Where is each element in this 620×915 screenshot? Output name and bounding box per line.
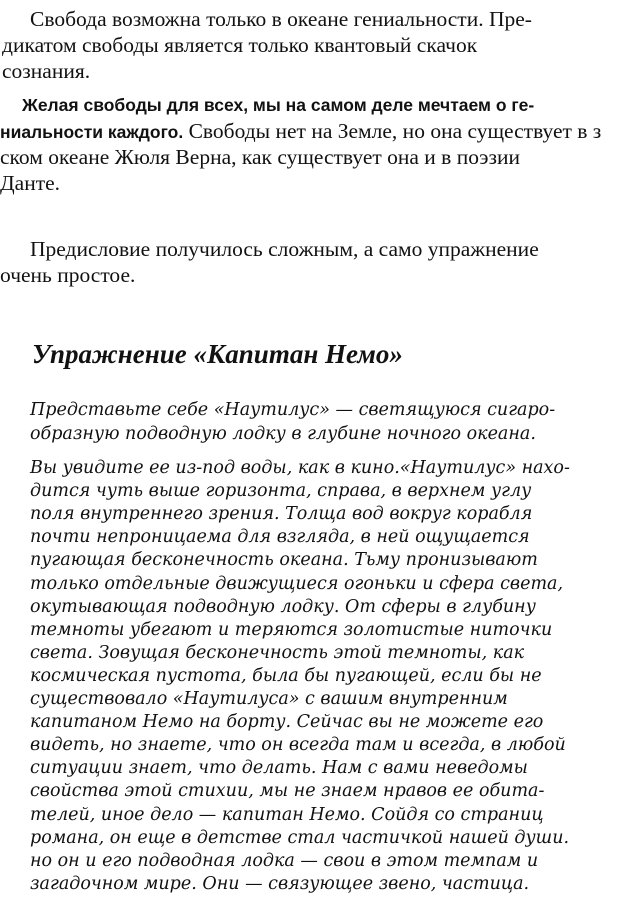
exercise-p2-line: поля внутреннего зрения. Толща вод вокруг корабля [30,504,533,525]
freedom-line-4: Данте. [0,171,61,195]
exercise-p2-line: свойства этой стихии, мы не знаем нравов ее обита- [30,781,545,802]
exercise-p2-line: света. Зовущая бесконечность этой темноты, как [30,642,525,663]
exercise-p2-line: капитаном Немо на борту. Сейчас вы не можете его [30,712,544,733]
intro-line-1: Свобода возможна только в океане гениальности. Пре- [30,7,532,31]
exercise-p2-line: космическая пустота, была бы пугающей, если бы не [30,665,542,686]
exercise-p2-line: окутывающая подводную лодку. От сферы в глубину [30,596,536,617]
exercise-p2-line: дится чуть выше горизонта, справа, в верхнем углу [30,481,532,502]
exercise-heading: Упражнение «Капитан Немо» [32,339,403,369]
intro-line-2: дикатом свободы является только квантовый скачок [2,33,478,57]
freedom-line-1: Желая свободы для всех, мы на самом деле мечтаем о ге- [22,95,535,115]
preface-line-1: Предисловие получилось сложным, а само упражнение [30,237,539,261]
exercise-p2-line: загадочном мире. Они — связующее звено, частица. [30,873,530,894]
exercise-p2-line: темноты убегают и теряются золотистые ниточки [30,619,553,640]
freedom-line-2 [0,118,601,145]
exercise-p2-line: существовало «Наутилуса» с вашим внутренним [30,689,508,709]
exercise-p2-line: почти непроницаема для взгляда, в ней ощущается [30,527,530,548]
preface-line-2: очень простое. [0,263,136,287]
exercise-p2-line: только отдельные движущиеся огоньки и сфера света, [30,573,564,594]
exercise-p2-line: но он и его подводная лодка — свои в этом темпам и [30,850,539,871]
exercise-p2-line: телей, иное дело — капитан Немо. Сойдя со страниц [30,804,544,825]
exercise-p2-line: ситуации знает, что делать. Нам с вами неведомы [30,758,528,779]
freedom-line-3: ском океане Жюля Верна, как существует она и в поэзии [0,145,520,169]
freedom-line-2-rest: Свободы нет на Земле, но она существует в з [183,119,602,143]
exercise-p2-line: пугающая бесконечность океана. Тьму пронизывают [30,550,538,571]
exercise-p1-line-1: Представьте себе «Наутилус» — светящуюся сигаро- [30,400,556,420]
exercise-p2-line: романа, он еще в детстве стал частичкой нашей души. [30,827,570,848]
exercise-p2-line: видеть, но знаете, что он всегда там и всегда, в любой [30,735,566,756]
intro-line-3: сознания. [2,59,91,83]
freedom-line-2-bold: ниальности каждого. [0,122,184,142]
exercise-p1-line-2: образную подводную лодку в глубине ночного океана. [30,424,536,444]
exercise-p2-line: Вы увидите ее из-под воды, как в кино.«Наутилус» нахо- [30,458,570,478]
